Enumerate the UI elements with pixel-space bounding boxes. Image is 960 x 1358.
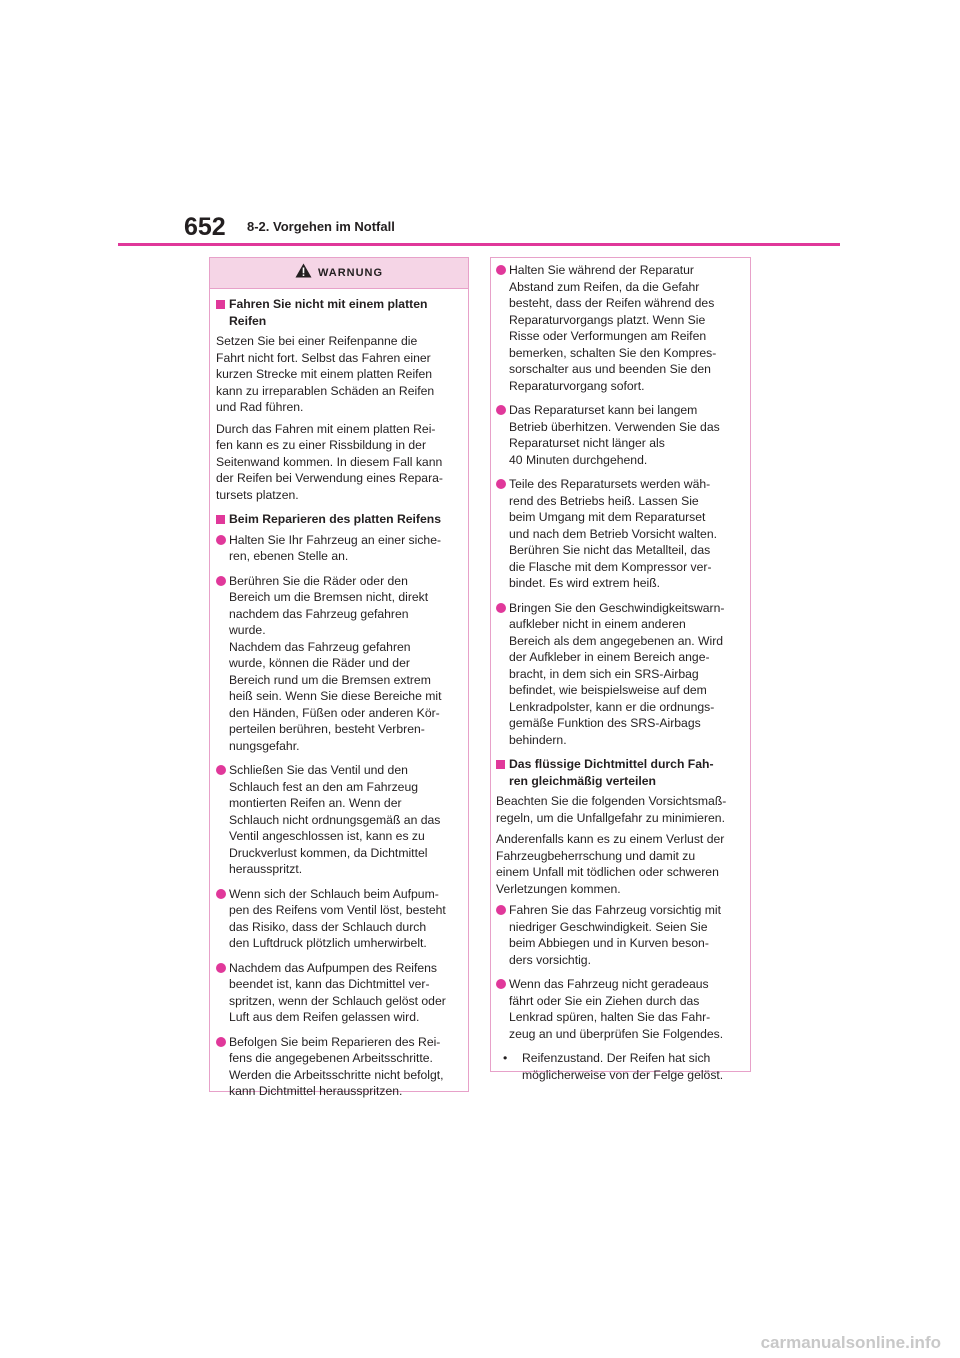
- round-bullet-icon: [496, 265, 506, 275]
- list-item: [496, 976, 742, 1042]
- round-bullet-icon: [216, 765, 226, 775]
- warning-triangle-icon: [295, 263, 312, 283]
- warning-title: WARNUNG: [317, 266, 384, 279]
- dot-bullet-icon: •: [503, 1051, 508, 1065]
- square-bullet-icon: [496, 760, 505, 769]
- list-item-text: Das Reparaturset kann bei langem Betrieb überhitzen. Verwenden Sie das Reparaturset nicht länger als 40 Minuten durchgehend.: [509, 403, 720, 467]
- header-rule: [118, 243, 840, 246]
- list-item: [496, 902, 742, 968]
- round-bullet-icon: [496, 479, 506, 489]
- heading-text: Das flüssige Dichtmittel durch Fah- ren gleichmäßig verteilen: [509, 757, 714, 788]
- round-bullet-icon: [496, 979, 506, 989]
- paragraph: Durch das Fahren mit einem platten Rei- fen kann es zu einer Rissbildung in der Seitenwand kommen. In diesem Fall kann der Reifen bei Verwendung eines Repara- tursets platzen.: [216, 421, 443, 502]
- round-bullet-icon: [216, 1037, 226, 1047]
- warning-title-bar: [210, 258, 468, 289]
- list-item-text: Befolgen Sie beim Reparieren des Rei- fens die angegebenen Arbeitsschritte. Werden die Arbeitsschritte nicht befolgt, kann Dichtmittel herausspritzen.: [229, 1034, 444, 1098]
- list-item-text: Teile des Reparatursets werden wäh- rend des Betriebs heiß. Lassen Sie beim Umgang mit dem Reparaturset und nach dem Betrieb Vorsicht walten. Berühren Sie nicht das Metallteil, das die Flasche mit dem Kompressor ver- bindet. Es wird extrem heiß.: [509, 477, 717, 590]
- round-bullet-icon: [496, 405, 506, 415]
- section-heading: [216, 296, 460, 329]
- warning-box-left: [209, 257, 469, 1098]
- list-item: [216, 532, 460, 565]
- watermark: carmanualsonline.info: [760, 1333, 941, 1352]
- heading-text: Fahren Sie nicht mit einem platten Reifen: [229, 297, 428, 328]
- list-item: [216, 762, 460, 878]
- round-bullet-icon: [216, 889, 226, 899]
- section-title: 8-2. Vorgehen im Notfall: [247, 219, 395, 234]
- paragraph: Setzen Sie bei einer Reifenpanne die Fahrt nicht fort. Selbst das Fahren einer kurzen Strecke mit einem platten Reifen kann zu irreparablen Schäden an Reifen und Rad führen.: [216, 334, 435, 414]
- list-item: [216, 1034, 460, 1100]
- list-item-text: Fahren Sie das Fahrzeug vorsichtig mit niedriger Geschwindigkeit. Seien Sie beim Abbiegen und in Kurven beson- ders vorsichtig.: [509, 903, 722, 967]
- warning-content-right: [491, 258, 750, 1083]
- list-item-text: Nachdem das Aufpumpen des Reifens beendet ist, kann das Dichtmittel ver- spritzen, wenn der Schlauch gelöst oder Luft aus dem Reifen gelassen wird.: [229, 960, 446, 1024]
- list-item-text: Halten Sie Ihr Fahrzeug an einer siche- ren, ebenen Stelle an.: [229, 532, 442, 563]
- heading-text: Beim Reparieren des platten Reifens: [229, 512, 441, 526]
- list-item-text: Bringen Sie den Geschwindigkeitswarn- aufkleber nicht in einem anderen Bereich als dem angegebenen an. Wird der Aufkleber in einem Bereich ange- bracht, in dem sich ein SRS-Airbag befindet, wie beispielsweise auf dem Lenkradpolster, kann er die ordnungs- gemäße Funktion des SRS-Airbags behindern.: [509, 600, 725, 747]
- list-item-text: Wenn das Fahrzeug nicht geradeaus fährt oder Sie ein Ziehen durch das Lenkrad spüren, halten Sie das Fahr- zeug an und überprüfen Sie Folgendes.: [509, 977, 724, 1041]
- list-item: [496, 262, 742, 394]
- list-item-text: Berühren Sie die Räder oder den Bereich um die Bremsen nicht, direkt nachdem das Fahrzeug gefahren wurde. Nachdem das Fahrzeug gefahren wurde, können die Räder und der Bereich rund um die Bremsen extrem heiß sein. Wenn Sie diese Bereiche mit den Händen, Füßen oder anderen Kör- perteilen berühren, besteht Verbren- nungsgefahr.: [229, 573, 442, 753]
- sub-list-item-text: Reifenzustand. Der Reifen hat sich möglicherweise von der Felge gelöst.: [522, 1051, 724, 1082]
- list-item-text: Schließen Sie das Ventil und den Schlauch fest an den am Fahrzeug montierten Reifen an. Wenn der Schlauch nicht ordnungsgemäß an das Ventil angeschlossen ist, kann es zu Druckverlust kommen, da Dichtmittel herausspritzt.: [229, 763, 441, 876]
- list-item: [216, 886, 460, 952]
- round-bullet-icon: [496, 905, 506, 915]
- round-bullet-icon: [216, 963, 226, 973]
- list-item-text: Halten Sie während der Reparatur Abstand zum Reifen, da die Gefahr besteht, dass der Reifen während des Reparaturvorgangs platzt. Wenn Sie Risse oder Verformungen am Reifen bemerken, schalten Sie den Kompres- sorschalter aus und beenden Sie den Reparaturvorgang sofort.: [509, 263, 717, 393]
- section-heading: [216, 511, 460, 528]
- page-number: 652: [184, 213, 226, 241]
- round-bullet-icon: [216, 535, 226, 545]
- sub-list-item: [503, 1050, 742, 1083]
- warning-content-left: [210, 289, 468, 1100]
- list-item: [496, 600, 742, 749]
- list-item: [496, 402, 742, 468]
- round-bullet-icon: [216, 576, 226, 586]
- section-heading: [496, 756, 742, 789]
- list-item: [216, 960, 460, 1026]
- list-item: [496, 476, 742, 592]
- list-item-text: Wenn sich der Schlauch beim Aufpum- pen des Reifens vom Ventil löst, besteht das Risiko, dass der Schlauch durch den Luftdruck plötzlich umherwirbelt.: [229, 886, 446, 950]
- square-bullet-icon: [216, 515, 225, 524]
- warning-box-right: [490, 257, 751, 1082]
- paragraph: Beachten Sie die folgenden Vorsichtsmaß- regeln, um die Unfallgefahr zu minimieren.: [496, 794, 727, 825]
- list-item: [216, 573, 460, 755]
- paragraph: Anderenfalls kann es zu einem Verlust der Fahrzeugbeherrschung und damit zu einem Unfall mit tödlichen oder schweren Verletzungen kommen.: [496, 832, 725, 896]
- square-bullet-icon: [216, 300, 225, 309]
- round-bullet-icon: [496, 603, 506, 613]
